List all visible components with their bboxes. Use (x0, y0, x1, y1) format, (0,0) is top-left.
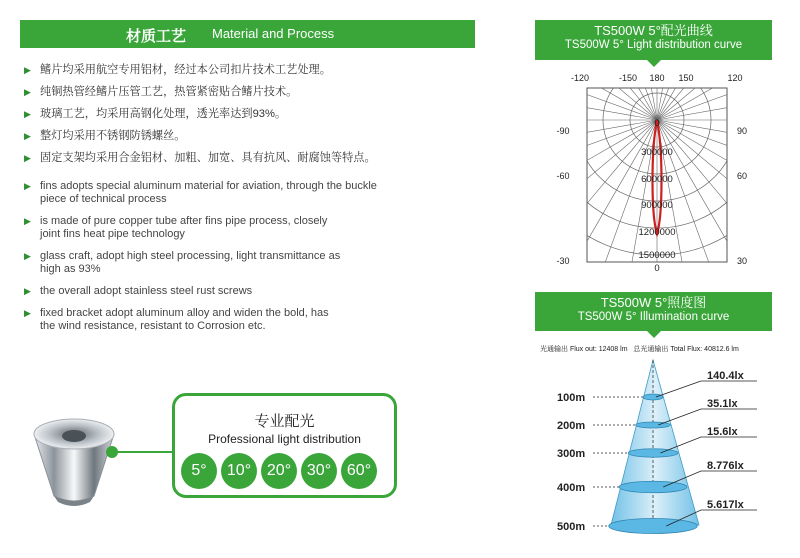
professional-light-box (172, 393, 397, 498)
features-list-zh (20, 63, 376, 173)
top-label: 120 (727, 73, 743, 83)
light-cone (611, 360, 699, 525)
arrow-bullet-icon: ▶ (24, 308, 31, 318)
feature-en-item: ▶ fixed bracket adopt aluminum alloy and widen the bold, has the wind resistance, resistant to Corrosion etc. (24, 307, 329, 332)
radial-label: 0 (654, 263, 660, 274)
distance-label: 300m (557, 448, 586, 460)
radial-label: 900000 (641, 200, 673, 211)
light-curve-title-en: TS500W 5° Light distribution curve (564, 39, 743, 51)
illum-spot-ellipse (619, 481, 687, 493)
illum-spot-ellipse (609, 518, 698, 533)
arrow-bullet-icon: ▶ (24, 153, 31, 163)
left-angle-label: -60 (556, 171, 570, 181)
lux-value-label: 35.1lx (707, 398, 738, 410)
radial-label: 1200000 (638, 227, 676, 238)
connector-line (112, 451, 173, 453)
feature-zh-item: ▶ 固定支架均采用合金铝材、加粗、加宽、具有抗风、耐腐蚀等特点。 (24, 152, 376, 164)
flux-out-label: 光通输出 Flux out: 12408 lm (540, 346, 628, 353)
radial-label: 0 (654, 118, 660, 129)
top-label: 150 (678, 73, 694, 83)
header-pointer-icon (647, 60, 661, 67)
distance-label: 100m (557, 392, 586, 404)
header-title-zh: 材质工艺 (126, 28, 187, 45)
angle-30-badge: 30° (301, 453, 337, 489)
feature-zh-item: ▶ 玻璃工艺，均采用高钢化处理，透光率达到93%。 (24, 108, 287, 120)
total-flux-label: 总光通输出 Total Flux: 40812.6 lm (633, 346, 739, 353)
illumination-title-en: TS500W 5° Illumination curve (577, 311, 730, 323)
connector-dot (106, 446, 118, 458)
left-angle-label: -30 (556, 256, 570, 266)
light-curve-title-zh: TS500W 5°配光曲线 (594, 23, 713, 38)
feature-en-item: ▶ glass craft, adopt high steel processing, light transmittance as high as 93% (24, 250, 341, 275)
feature-en-item: ▶ the overall adopt stainless steel rust screws (24, 285, 253, 297)
feature-en-item: ▶ fins adopts special aluminum material for aviation, through the buckle piece of technical process (24, 180, 377, 205)
arrow-bullet-icon: ▶ (24, 181, 31, 191)
right-angle-label: 60 (736, 171, 748, 181)
header-pointer-icon (647, 331, 661, 338)
angle-10-badge: 10° (221, 453, 257, 489)
distance-label: 400m (557, 482, 586, 494)
illum-spot-ellipse (628, 449, 678, 457)
lux-value-label: 140.4lx (707, 370, 744, 382)
professional-title-zh: 专业配光 (254, 413, 315, 430)
feature-zh-item: ▶ 整灯均采用不锈钢防锈螺丝。 (24, 130, 186, 142)
lux-value-label: 15.6lx (707, 426, 738, 438)
arrow-bullet-icon: ▶ (24, 109, 31, 119)
left-angle-label: -90 (556, 126, 570, 136)
professional-title-en: Professional light distribution (208, 432, 361, 446)
illum-spot-ellipse (643, 394, 663, 400)
illumination-title-zh: TS500W 5°照度图 (600, 295, 707, 310)
arrow-bullet-icon: ▶ (24, 251, 31, 261)
beam-angle-options (181, 453, 377, 489)
lux-leader-line (656, 381, 757, 397)
material-process-header (20, 20, 475, 48)
lux-value-label: 5.617lx (707, 499, 744, 511)
features-list-en (20, 180, 377, 342)
illumination-header (535, 292, 772, 331)
angle-60-badge: 60° (341, 453, 377, 489)
right-angle-label: 30 (736, 256, 748, 266)
lux-value-label: 8.776lx (707, 460, 744, 472)
distance-label: 200m (557, 420, 586, 432)
header-title-en: Material and Process (212, 26, 335, 41)
radial-label: 300000 (641, 147, 673, 158)
arrow-bullet-icon: ▶ (24, 216, 31, 226)
arrow-bullet-icon: ▶ (24, 65, 31, 75)
illum-spot-ellipse (636, 422, 671, 428)
light-curve-header (535, 20, 772, 60)
illumination-diagram (535, 340, 785, 552)
angle-5-badge: 5° (181, 453, 217, 489)
lux-leader-line (658, 409, 757, 425)
radial-label: 1500000 (638, 250, 676, 261)
arrow-bullet-icon: ▶ (24, 286, 31, 296)
distance-label: 500m (557, 521, 586, 533)
radial-label: 600000 (641, 174, 673, 185)
right-angle-label: 90 (736, 126, 748, 136)
feature-zh-item: ▶ 鳍片均采用航空专用铝材，经过本公司扣片技术工艺处理。 (24, 64, 331, 76)
angle-20-badge: 20° (261, 453, 297, 489)
top-label: -150 (618, 73, 638, 83)
feature-en-item: ▶ is made of pure copper tube after fins pipe process, closely joint fins heat pipe technology (24, 215, 328, 240)
feature-zh-item: ▶ 纯铜热管经鳍片压管工艺，热管紧密贴合鳍片技术。 (24, 86, 298, 98)
reflector-cup-image (28, 412, 120, 508)
polar-distribution-chart (535, 68, 780, 278)
arrow-bullet-icon: ▶ (24, 87, 31, 97)
arrow-bullet-icon: ▶ (24, 131, 31, 141)
top-label: 180 (649, 73, 665, 83)
top-label: -120 (570, 73, 590, 83)
